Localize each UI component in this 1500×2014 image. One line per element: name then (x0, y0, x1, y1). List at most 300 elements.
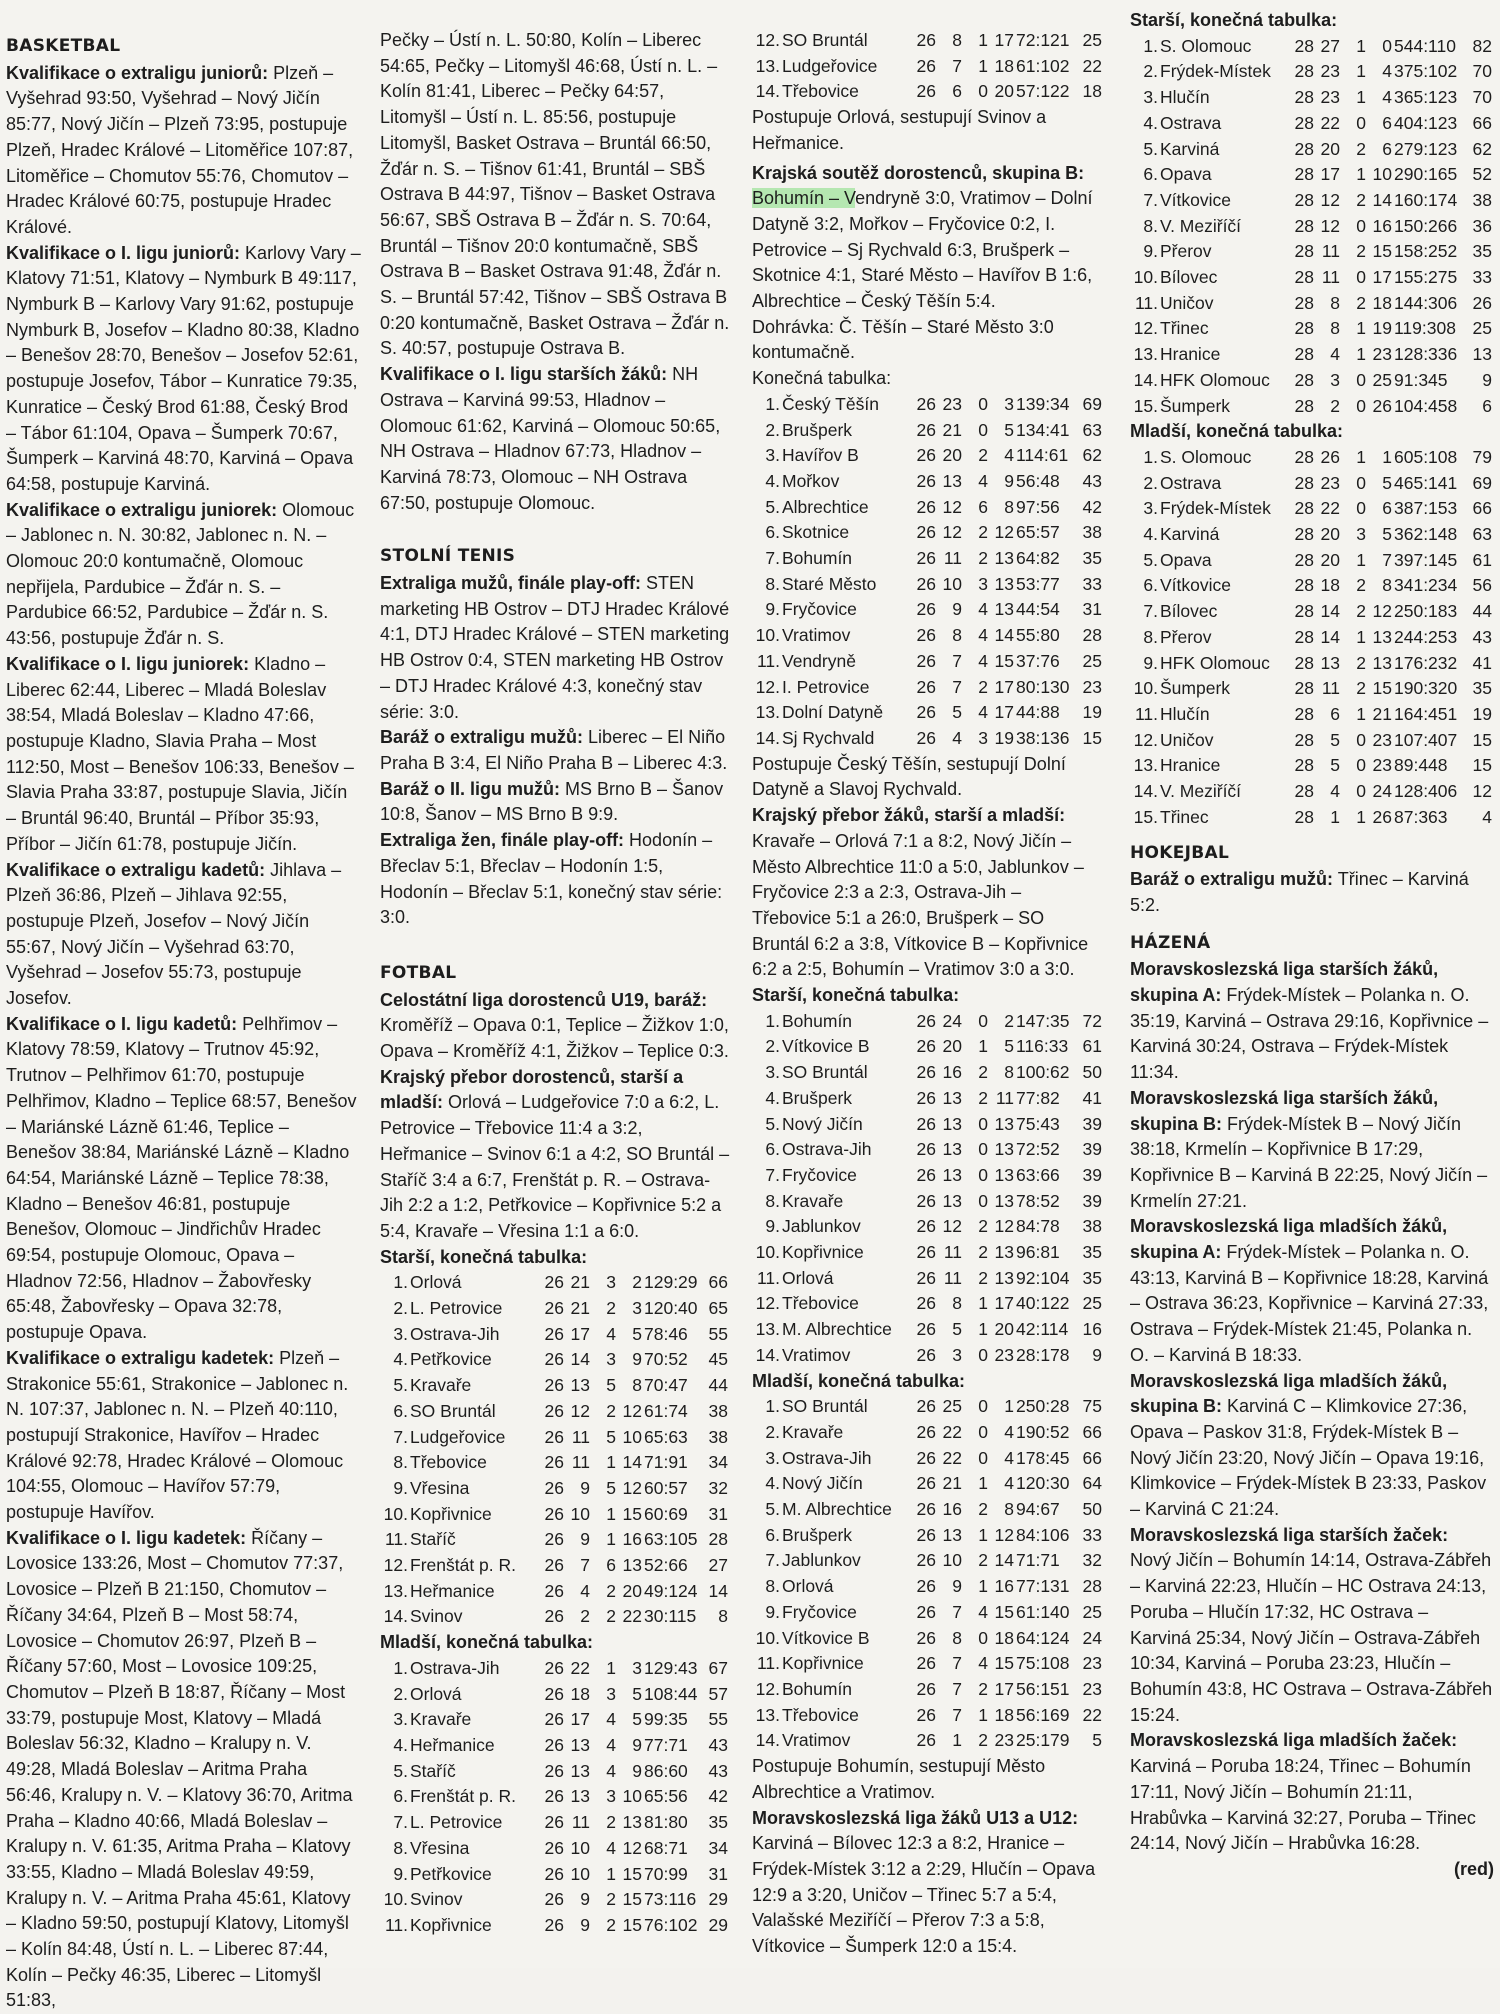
rank-cell: 9. (393, 1477, 408, 1498)
played-cell: 26 (916, 55, 936, 76)
losses-cell: 15 (622, 1914, 642, 1935)
score-cell: 37:76 (1016, 650, 1060, 671)
table-row (380, 1270, 730, 1296)
team-cell: V. Meziříčí (1160, 781, 1242, 802)
score-cell: 114:61 (1016, 445, 1069, 466)
rank-cell: 1. (765, 1010, 780, 1031)
results-paragraph (752, 1806, 1104, 1960)
wins-cell: 5 (952, 1319, 962, 1340)
points-cell: 8 (718, 1606, 728, 1627)
rank-cell: 5. (765, 496, 780, 517)
table-row (380, 1862, 730, 1888)
played-cell: 26 (544, 1735, 564, 1755)
rank-cell: 10. (1133, 267, 1158, 288)
points-cell: 29 (708, 1914, 728, 1935)
draws-cell: 1 (1356, 87, 1366, 108)
table-row (380, 1347, 730, 1373)
wins-cell: 12 (942, 496, 962, 517)
team-cell: Bílovec (1160, 601, 1218, 622)
rank-cell: 13. (1133, 344, 1158, 365)
rank-cell: 12. (755, 1293, 780, 1314)
draws-cell: 2 (606, 1606, 616, 1627)
wins-cell: 12 (1320, 189, 1340, 210)
draws-cell: 4 (978, 625, 988, 646)
played-cell: 28 (1294, 87, 1314, 108)
wins-cell: 13 (570, 1735, 590, 1755)
losses-cell: 24 (1372, 781, 1392, 802)
team-cell: Frenštát p. R. (410, 1786, 517, 1807)
rank-cell: 15. (1133, 395, 1158, 416)
table-row (752, 1137, 1104, 1163)
points-cell: 61 (1082, 1036, 1102, 1057)
team-cell: L. Petrovice (410, 1812, 503, 1833)
wins-cell: 27 (1320, 35, 1340, 56)
rank-cell: 11. (1134, 292, 1158, 313)
table-row (752, 1420, 1104, 1446)
draws-cell: 4 (978, 470, 988, 491)
draws-cell: 1 (978, 30, 988, 50)
wins-cell: 7 (952, 1601, 962, 1622)
team-cell: Jablunkov (782, 1216, 861, 1237)
team-cell: Karviná (1160, 138, 1220, 159)
table-row (380, 1296, 730, 1322)
losses-cell: 13 (994, 548, 1014, 569)
played-cell: 28 (1294, 369, 1314, 390)
team-cell: V. Meziříčí (1160, 215, 1242, 236)
score-cell: 60:57 (644, 1477, 688, 1498)
points-cell: 34 (708, 1452, 728, 1473)
team-cell: Ludgeřovice (410, 1426, 506, 1447)
team-cell: Orlová (410, 1272, 462, 1293)
played-cell: 28 (1294, 601, 1314, 622)
losses-cell: 15 (994, 1601, 1014, 1622)
table-note: Postupuje Bohumín, sestupují Město Albrechtice a Vratimov. (752, 1756, 1046, 1802)
wins-cell: 20 (1320, 524, 1340, 545)
played-cell: 26 (916, 1113, 936, 1134)
table-caption: Mladší, konečná tabulka: (380, 1632, 594, 1653)
losses-cell: 13 (622, 1555, 642, 1576)
draws-cell: 0 (1356, 472, 1366, 493)
points-cell: 70 (1472, 61, 1492, 82)
wins-cell: 11 (943, 1242, 962, 1263)
team-cell: Orlová (782, 1267, 834, 1288)
score-cell: 76:102 (644, 1914, 698, 1935)
played-cell: 26 (544, 1452, 564, 1473)
team-cell: Opava (1160, 549, 1212, 570)
rank-cell: 3. (765, 445, 780, 466)
team-cell: Vratimov (782, 625, 851, 646)
wins-cell: 11 (943, 1267, 962, 1288)
team-cell: Ostrava (1160, 112, 1222, 133)
score-cell: 100:62 (1016, 1062, 1070, 1083)
draws-cell: 4 (978, 1601, 988, 1622)
wins-cell: 10 (570, 1863, 590, 1884)
points-cell: 38 (1082, 1216, 1102, 1237)
table-row (380, 1450, 730, 1476)
wins-cell: 5 (952, 702, 962, 723)
points-cell: 41 (1472, 652, 1492, 673)
score-cell: 70:52 (644, 1349, 688, 1370)
wins-cell: 1 (952, 1730, 962, 1751)
team-cell: Třebovice (782, 1704, 859, 1725)
points-cell: 28 (1082, 1576, 1102, 1597)
points-cell: 66 (708, 1272, 728, 1293)
rank-cell: 12. (1133, 729, 1158, 750)
table-row (380, 1373, 730, 1399)
score-cell: 86:60 (644, 1760, 688, 1781)
played-cell: 26 (916, 1319, 936, 1340)
team-cell: Fryčovice (782, 599, 857, 620)
paragraph-body: Frýdek-Místek B – Nový Jičín 38:18, Krmelín – Kopřivnice B 17:29, Kopřivnice B – Karviná B 22:25, Nový Jičín – Krmelín 27:21. (1130, 1113, 1488, 1211)
played-cell: 28 (1294, 215, 1314, 236)
wins-cell: 7 (952, 55, 962, 76)
paragraph-body: Frýdek-Místek – Polanka n. O. 43:13, Karviná B – Kopřivnice 18:28, Karviná – Ostrava 36:23, Kopřivnice – Karviná 27:33, Ostrava – Frýdek-Místek 21:45, Polanka n. O. – Karviná B 18:33. (1130, 1242, 1489, 1365)
score-cell: 42:114 (1016, 1319, 1069, 1340)
results-paragraph (6, 1346, 362, 1526)
table-row (752, 1703, 1104, 1729)
column-2 (380, 28, 730, 1939)
results-paragraph: Pečky – Ústí n. L. 50:80, Kolín – Liberec 54:65, Pečky – Litomyšl 46:68, Ústí n. L. – Kolín 81:41, Liberec – Pečky 64:57, Litomyšl – Ústí n. L. 85:56, postupuje Litomyšl, Basket Ostrava – Bruntál 66:50, Žďár n. S. – Tišnov 61:41, Bruntál – SBŠ Ostrava B 44:97, Tišnov – Basket Ostrava 56:67, SBŠ Ostrava B – Žďár n. S. 70:64, Bruntál – Tišnov 20:0 kontumačně, SBŠ Ostrava B – Basket Ostrava 91:48, Žďár n. S. – Bruntál 57:42, Tišnov – SBŠ Ostrava B 0:20 kontumačně, Basket Ostrava – Žďár n. S. 40:57, postupuje Ostrava B. (380, 30, 730, 359)
played-cell: 26 (916, 1242, 936, 1263)
paragraph-heading: Krajský přebor žáků, starší a mladší: (752, 805, 1066, 826)
draws-cell: 4 (978, 702, 988, 723)
paragraph-heading: Kvalifikace o I. ligu kadetů: (6, 1013, 238, 1034)
points-cell: 23 (1082, 1679, 1102, 1699)
draws-cell: 1 (606, 1452, 616, 1473)
rank-cell: 2. (765, 419, 780, 440)
rank-cell: 1. (1143, 35, 1158, 56)
points-cell: 65 (708, 1298, 728, 1319)
played-cell: 26 (916, 393, 936, 414)
losses-cell: 17 (994, 30, 1014, 50)
draws-cell: 5 (606, 1375, 616, 1396)
paragraph-body: Karviná – Poruba 18:24, Třinec – Bohumín 17:11, Nový Jičín – Bohumín 21:11, Hrabůvka – Karviná 32:27, Poruba – Třinec 24:14, Nový Jičín – Hrabůvka 16:28. (1130, 1756, 1476, 1854)
draws-cell: 3 (606, 1272, 616, 1293)
rank-cell: 3. (765, 1447, 780, 1468)
played-cell: 28 (1294, 318, 1314, 339)
draws-cell: 1 (978, 1319, 988, 1340)
score-cell: 139:34 (1016, 393, 1070, 414)
wins-cell: 9 (580, 1529, 590, 1550)
paragraph-heading: Extraliga žen, finále play-off: (380, 830, 625, 851)
losses-cell: 8 (632, 1375, 642, 1396)
played-cell: 28 (1294, 395, 1314, 416)
score-cell: 147:35 (1016, 1010, 1070, 1031)
team-cell: Uničov (1160, 729, 1214, 750)
wins-cell: 22 (1320, 498, 1340, 519)
points-cell: 62 (1472, 138, 1492, 159)
wins-cell: 2 (1330, 395, 1340, 416)
results-paragraph (6, 1526, 362, 2014)
points-cell: 43 (708, 1760, 728, 1781)
played-cell: 26 (916, 676, 936, 697)
losses-cell: 15 (1372, 241, 1392, 262)
wins-cell: 7 (952, 1653, 962, 1674)
results-paragraph (1130, 1728, 1494, 1857)
team-cell: Brušperk (782, 1087, 853, 1108)
rank-cell: 13. (755, 702, 780, 723)
losses-cell: 23 (994, 1344, 1014, 1365)
table-row (752, 392, 1104, 418)
wins-cell: 1 (1330, 806, 1340, 827)
score-cell: 56:169 (1016, 1704, 1070, 1725)
wins-cell: 8 (952, 625, 962, 646)
table-row (380, 1322, 730, 1348)
table-row (380, 1733, 730, 1759)
wins-cell: 3 (952, 1344, 962, 1365)
section-title-fotbal: FOTBAL (380, 962, 457, 983)
played-cell: 26 (544, 1323, 564, 1344)
results-paragraph (380, 1065, 730, 1245)
score-cell: 465:141 (1394, 472, 1458, 493)
wins-cell: 12 (570, 1400, 590, 1421)
losses-cell: 5 (1004, 419, 1014, 440)
results-paragraph (752, 803, 1104, 983)
wins-cell: 2 (580, 1606, 590, 1627)
points-cell: 44 (1472, 601, 1492, 622)
table-row (752, 1266, 1104, 1292)
table-row (752, 1163, 1104, 1189)
wins-cell: 21 (570, 1298, 590, 1319)
rank-cell: 3. (765, 1062, 780, 1083)
played-cell: 28 (1294, 267, 1314, 288)
wins-cell: 13 (570, 1375, 590, 1396)
score-cell: 44:54 (1016, 599, 1060, 620)
paragraph-heading: Kvalifikace o extraligu juniorek: (6, 499, 278, 520)
played-cell: 26 (916, 1139, 936, 1160)
wins-cell: 12 (1320, 215, 1340, 236)
points-cell: 50 (1082, 1062, 1102, 1083)
rank-cell: 4. (1143, 112, 1158, 133)
points-cell: 32 (708, 1477, 728, 1498)
points-cell: 35 (1082, 1267, 1102, 1288)
losses-cell: 18 (994, 1704, 1014, 1725)
team-cell: Vendryně (782, 650, 856, 671)
points-cell: 66 (1472, 498, 1492, 519)
paragraph-body: Jihlava – Plzeň 36:86, Plzeň – Jihlava 92:55, postupuje Plzeň, Josefov – Nový Jičín 55:67, Nový Jičín – Vyšehrad 63:70, Vyšehrad – Josefov 55:73, postupuje Josefov. (6, 859, 342, 1009)
team-cell: Staré Město (782, 573, 877, 594)
paragraph-heading: Moravskoslezská liga mladších žaček: (1130, 1730, 1458, 1751)
draws-cell: 2 (1356, 601, 1366, 622)
points-cell: 23 (1082, 1653, 1102, 1674)
team-cell: M. Albrechtice (782, 1499, 892, 1520)
points-cell: 25 (1082, 1293, 1102, 1314)
score-cell: 68:71 (644, 1837, 688, 1858)
draws-cell: 6 (606, 1555, 616, 1576)
draws-cell: 0 (978, 393, 988, 414)
wins-cell: 3 (1330, 369, 1340, 390)
wins-cell: 13 (1320, 652, 1340, 673)
team-cell: Havířov B (782, 445, 859, 466)
rank-cell: 14. (1133, 781, 1158, 802)
paragraph-heading: Moravskoslezská liga žáků U13 a U12: (752, 1807, 1079, 1828)
team-cell: Jablunkov (782, 1550, 861, 1571)
score-cell: 129:29 (644, 1272, 698, 1293)
results-list (380, 988, 730, 1245)
played-cell: 26 (544, 1709, 564, 1730)
wins-cell: 20 (1320, 138, 1340, 159)
rank-cell: 2. (393, 1298, 408, 1319)
wins-cell: 6 (1330, 703, 1340, 724)
draws-cell: 3 (1356, 524, 1366, 545)
rank-cell: 6. (765, 1524, 780, 1545)
rank-cell: 2. (393, 1683, 408, 1704)
score-cell: 99:35 (644, 1709, 688, 1730)
draws-cell: 1 (978, 1473, 988, 1494)
draws-cell: 2 (1356, 189, 1366, 210)
wins-cell: 17 (570, 1709, 590, 1730)
rank-cell: 13. (383, 1580, 408, 1601)
played-cell: 26 (916, 1190, 936, 1211)
table-row (752, 726, 1104, 752)
standings-table (752, 1394, 1104, 1754)
table-row (380, 1682, 730, 1708)
played-cell: 26 (916, 548, 936, 569)
losses-cell: 5 (632, 1323, 642, 1344)
played-cell: 28 (1294, 344, 1314, 365)
team-cell: Orlová (782, 1576, 834, 1597)
results-paragraph (6, 858, 362, 1012)
score-cell: 365:123 (1394, 87, 1458, 108)
losses-cell: 14 (1372, 189, 1392, 210)
losses-cell: 25 (1372, 369, 1392, 390)
score-cell: 84:106 (1016, 1524, 1070, 1545)
draws-cell: 2 (1356, 292, 1366, 313)
losses-cell: 10 (622, 1786, 642, 1807)
played-cell: 28 (1294, 138, 1314, 159)
score-cell: 72:52 (1016, 1139, 1060, 1160)
played-cell: 26 (916, 1627, 936, 1648)
team-cell: Vratimov (782, 1344, 851, 1365)
table-row (752, 1677, 1104, 1703)
score-cell: 40:122 (1016, 1293, 1070, 1314)
rank-cell: 7. (765, 548, 780, 569)
rank-cell: 8. (765, 1576, 780, 1597)
team-cell: Hlučín (1160, 703, 1210, 724)
points-cell: 24 (1082, 1627, 1102, 1648)
section-title-hokejbal: HOKEJBAL (1130, 842, 1230, 863)
team-cell: Vítkovice (1160, 575, 1231, 596)
played-cell: 26 (916, 1653, 936, 1674)
points-cell: 50 (1082, 1499, 1102, 1520)
draws-cell: 4 (978, 650, 988, 671)
team-cell: SO Bruntál (782, 30, 868, 50)
team-cell: Kopřivnice (782, 1653, 864, 1674)
played-cell: 26 (544, 1606, 564, 1627)
rank-cell: 8. (765, 573, 780, 594)
standings-table (752, 1009, 1104, 1369)
rank-cell: 7. (765, 1164, 780, 1185)
points-cell: 25 (1082, 30, 1102, 50)
wins-cell: 11 (943, 548, 962, 569)
losses-cell: 26 (1372, 806, 1392, 827)
table-row (380, 1527, 730, 1553)
points-cell: 15 (1472, 755, 1492, 776)
draws-cell: 3 (978, 573, 988, 594)
paragraph-body: Pelhřimov – Klatovy 78:59, Klatovy – Trutnov 45:92, Trutnov – Pelhřimov 61:70, postupuje Pelhřimov, Kladno – Teplice 68:57, Benešov – Mariánské Lázně 61:46, Teplice – Benešov 38:84, Mariánské Lázně – Kladno 64:54, Mariánské Lázně – Teplice 78:38, Kladno – Benešov 46:81, postupuje Benešov, Olomouc – Jindřichův Hradec 69:54, postupuje Olomouc, Opava – Hladnov 72:56, Hladnov – Žabovřesky 65:48, Žabovřesky – Opava 32:78, postupuje Opava. (6, 1013, 357, 1343)
rank-cell: 2. (765, 1036, 780, 1057)
rank-cell: 4. (765, 470, 780, 491)
losses-cell: 13 (994, 1267, 1014, 1288)
rank-cell: 7. (393, 1812, 408, 1833)
table-row (1130, 753, 1494, 779)
table-row (752, 1497, 1104, 1523)
losses-cell: 23 (1372, 344, 1392, 365)
points-cell: 12 (1472, 781, 1492, 802)
played-cell: 26 (916, 1550, 936, 1571)
team-cell: Brušperk (782, 1524, 853, 1545)
results-paragraph (1130, 1086, 1494, 1215)
points-cell: 15 (1082, 727, 1102, 748)
wins-cell: 22 (942, 1447, 962, 1468)
score-cell: 38:136 (1016, 727, 1070, 748)
paragraph-heading: Moravskoslezská liga starších žáků, skupina A: (1130, 959, 1439, 1006)
draws-cell: 3 (606, 1349, 616, 1370)
paragraph-heading: Krajský přebor dorostenců, starší a mladší: (380, 1066, 684, 1113)
score-cell: 158:252 (1394, 241, 1458, 262)
losses-cell: 5 (1382, 524, 1392, 545)
paragraph-heading: Kvalifikace o extraligu juniorů: (6, 62, 269, 83)
wins-cell: 13 (570, 1786, 590, 1807)
wins-cell: 13 (570, 1760, 590, 1781)
score-cell: 77:131 (1016, 1576, 1070, 1597)
points-cell: 29 (708, 1889, 728, 1910)
losses-cell: 5 (632, 1683, 642, 1704)
score-cell: 160:174 (1394, 189, 1458, 210)
points-cell: 61 (1472, 549, 1492, 570)
rank-cell: 11. (756, 1267, 780, 1288)
table-row (752, 1086, 1104, 1112)
table-row (752, 700, 1104, 726)
draws-cell: 0 (978, 1344, 988, 1365)
rank-cell: 10. (755, 1627, 780, 1648)
results-paragraph (6, 241, 362, 498)
score-cell: 129:43 (644, 1657, 698, 1678)
losses-cell: 17 (994, 1679, 1014, 1699)
wins-cell: 7 (952, 676, 962, 697)
team-cell: Svinov (410, 1889, 463, 1910)
points-cell: 39 (1082, 1190, 1102, 1211)
score-cell: 49:124 (644, 1580, 698, 1601)
table-row (1130, 188, 1494, 214)
results-paragraph (6, 1012, 362, 1346)
rank-cell: 13. (755, 1319, 780, 1340)
table-row (1130, 573, 1494, 599)
table-row (752, 1009, 1104, 1035)
draws-cell: 2 (606, 1914, 616, 1935)
draws-cell: 2 (1356, 575, 1366, 596)
played-cell: 26 (544, 1503, 564, 1524)
paragraph-heading: Kvalifikace o extraligu kadetek: (6, 1347, 275, 1368)
draws-cell: 0 (978, 1421, 988, 1442)
table-row (1130, 368, 1494, 394)
table-row (752, 495, 1104, 521)
wins-cell: 13 (942, 1190, 962, 1211)
losses-cell: 12 (994, 522, 1014, 543)
table-caption: Mladší, konečná tabulka: (752, 1370, 966, 1391)
rank-cell: 14. (755, 1344, 780, 1365)
played-cell: 26 (916, 1396, 936, 1417)
results-paragraph (752, 161, 1104, 315)
team-cell: Bohumín (782, 1679, 853, 1699)
wins-cell: 13 (942, 1164, 962, 1185)
rank-cell: 13. (755, 55, 780, 76)
score-cell: 404:123 (1394, 112, 1458, 133)
score-cell: 397:145 (1394, 549, 1458, 570)
score-cell: 52:66 (644, 1555, 688, 1576)
paragraph-heading: Baráž o II. ligu mužů: (380, 778, 561, 799)
paragraph-body: Kladno – Liberec 62:44, Liberec – Mladá Boleslav 38:54, Mladá Boleslav – Kladno 47:66, postupuje Kladno, Slavia Praha – Most 112:50, Most – Benešov 106:33, Benešov – Slavia Praha 33:87, postupuje Slavia, Jičín – Bruntál 96:40, Bruntál – Příbor 35:93, Příbor – Jičín 61:78, postupuje Jičín. (6, 653, 354, 854)
